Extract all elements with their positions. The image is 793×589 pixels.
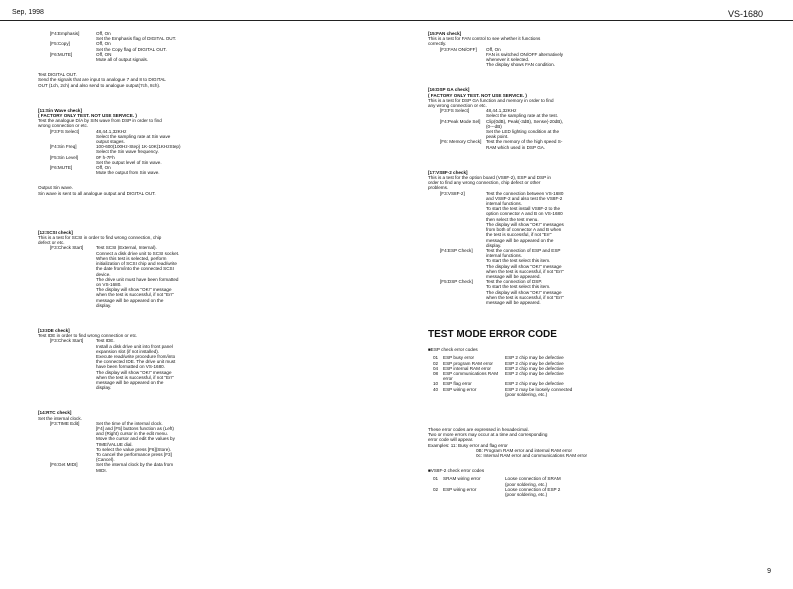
param-line: The drive unit must have been formatted	[96, 276, 179, 282]
param-line: (Cancel).	[96, 457, 115, 463]
param-row	[38, 338, 278, 390]
param-line: the date from/into the connected SCSI	[96, 266, 174, 272]
param-desc	[486, 47, 670, 68]
param-line: initialization of SCSI chip and read/write	[96, 261, 177, 267]
param-line: Test the connection between VS-1680	[486, 190, 564, 196]
param-line: Off, ON	[96, 51, 112, 57]
error-name: ESP program RAM error	[443, 360, 493, 366]
param-desc	[96, 421, 278, 463]
error-code: 01	[433, 355, 439, 361]
spacer	[38, 175, 278, 185]
param-line: TIME/VALUE dial.	[96, 441, 133, 447]
error-desc-line: ESP 2 may be loosely connected	[505, 386, 573, 392]
param-line: MIDI.	[96, 467, 107, 473]
error-desc-line: ESP 2 chip may be defective	[505, 370, 564, 376]
body-line: Output Sin wave.	[38, 185, 73, 191]
error-code: 04	[433, 365, 439, 371]
param-line: Test the memory of the high speed S-	[486, 139, 563, 145]
section-title: [15:FAN check]	[428, 31, 462, 36]
param-line: To cancel the performance press [F3]	[96, 451, 172, 457]
section-note: ( FACTORY ONLY TEST. NOT USE SERVICE. )	[38, 113, 137, 119]
param-line: Set the LED lighting condition at the	[486, 129, 560, 135]
spacer	[38, 62, 278, 72]
param-line: the test is successful, if not "Err"	[486, 232, 552, 238]
param-line: (0---dB)	[486, 123, 502, 129]
param-row	[38, 52, 278, 62]
param-row	[428, 119, 670, 140]
param-line: when the test is successful, if not "Err"	[96, 374, 174, 380]
error-name: ESP flag error	[443, 381, 472, 387]
param-desc	[96, 155, 278, 165]
error-note-line: 0B: Program RAM error and internal RAM error	[476, 447, 572, 453]
param-key: [F3:VS8F-2]	[440, 190, 465, 196]
section-title: [17:VS8F-2 check]	[428, 169, 468, 175]
header-model: VS-1680	[727, 9, 763, 19]
param-desc	[96, 41, 278, 51]
error-desc-line: Loose connection of SRAM	[505, 476, 561, 482]
param-row	[38, 155, 278, 165]
error-desc	[505, 476, 670, 486]
error-name: ESP wiring error	[443, 386, 477, 392]
body-line: problems.	[428, 185, 449, 191]
param-key: [F3:FS Select]	[50, 128, 80, 134]
page-number: 9	[767, 568, 771, 575]
section-title: [14:RTC check]	[38, 410, 72, 416]
param-line: when the test is successful, if not "Err"	[96, 292, 174, 298]
param-line: display.	[96, 302, 112, 308]
param-line: have been formatted on VS-1680.	[96, 364, 165, 370]
spacer	[38, 308, 278, 328]
param-line: device.	[96, 271, 111, 277]
section-note: ( FACTORY ONLY TEST. NOT USE SERVICE. )	[428, 92, 527, 98]
header-rule	[0, 20, 793, 21]
esp-error-heading: ■ESP check error codes	[428, 347, 478, 353]
spacer	[428, 150, 670, 170]
param-line: on VS-1680.	[96, 281, 122, 287]
param-line: Execute read/write procedure from/into	[96, 353, 176, 359]
param-row	[38, 462, 278, 472]
param-line: whenever it selected.	[486, 57, 530, 63]
param-line: when the test is successful, if not "Err"	[486, 294, 564, 300]
param-line: the connected IDE. The drive unit must	[96, 359, 176, 365]
param-line: To select the value press [F6](Store).	[96, 446, 172, 452]
error-note-line: These error codes are expressed in hexadecimal.	[428, 426, 529, 432]
right-column	[428, 31, 670, 497]
error-code: 40	[433, 386, 439, 392]
param-line: Test the connection of ESP and ESP	[486, 247, 561, 253]
body-line: This is a test for the option board (VS8F-2), ESP and DSP in	[428, 175, 551, 181]
param-key: [F4:Emphasis]	[50, 31, 80, 36]
error-code: 10	[433, 381, 439, 387]
param-line: message will be appeared.	[486, 273, 541, 279]
param-line: Test IDE.	[96, 338, 115, 344]
param-line: expansion slot (if not installed).	[96, 348, 160, 354]
error-note-line: error code will appear.	[428, 437, 474, 443]
param-row	[38, 129, 278, 145]
param-line: To start the test install VS8F-2 to the	[486, 206, 561, 212]
body-line: Test DIGITAL OUT.	[38, 72, 77, 78]
error-code-row	[428, 371, 670, 381]
error-name: SRAM wiring error	[443, 476, 481, 482]
param-desc	[486, 139, 670, 149]
param-line: To start the test select this item.	[486, 284, 551, 290]
error-name: ESP internal RAM error	[443, 365, 491, 371]
param-line: output stages.	[96, 139, 125, 145]
error-desc-line: ESP 2 chip may be defective	[505, 355, 564, 361]
param-key: [F5:Sin Level]	[50, 154, 79, 160]
error-name: ESP busy error	[443, 355, 475, 361]
param-line: 48,44.1,32KHz	[486, 108, 517, 114]
param-line: Off, On	[486, 46, 501, 52]
param-key: [F3:Check Start]	[50, 245, 84, 251]
error-code-row	[428, 487, 670, 497]
param-line: The display will show "OK!" message	[96, 287, 172, 293]
param-row	[428, 108, 670, 118]
error-code-row	[428, 387, 670, 397]
param-desc	[486, 279, 670, 305]
param-line: internal functions.	[486, 201, 523, 207]
param-key: [F4:Peak Mode Sel]	[440, 118, 481, 124]
param-desc	[96, 338, 278, 390]
param-line: message will be appeared.	[486, 299, 541, 305]
param-row	[38, 41, 278, 51]
spacer	[428, 67, 670, 87]
spacer	[428, 305, 670, 325]
param-line: Select the Sin wave frequency.	[96, 149, 159, 155]
param-line: Install a disk drive unit into front panel	[96, 343, 173, 349]
param-desc	[486, 108, 670, 118]
body-line: Test IDE in order to find wrong connection or etc.	[38, 333, 138, 339]
body-line: defect or etc.	[38, 240, 65, 246]
section-title: [16:DSP GA check]	[428, 87, 470, 93]
param-key: [F3:TIME Edit]	[50, 420, 80, 426]
param-desc	[96, 31, 278, 41]
param-key: [F6:MUTE]	[50, 165, 73, 171]
param-line: and (Right) cursor in the edit menu.	[96, 431, 169, 437]
body-line: Sin wave is sent to all analogue output and DIGITAL OUT.	[38, 190, 156, 196]
param-desc	[96, 165, 278, 175]
error-desc	[505, 387, 670, 397]
param-line: Test SCSI (External, Internal).	[96, 245, 157, 251]
body-line: Test the analogue D/A by SIN wave from DSP in order to find	[38, 118, 162, 124]
param-line: Set the Emphasis flag of DIGITAL OUT.	[96, 36, 177, 42]
param-line: The display will show "OK!" message	[96, 369, 172, 375]
param-line: RAM which used in DSP GA.	[486, 144, 546, 150]
param-line: [F4] and [F5] buttons function as (Left)	[96, 425, 174, 431]
param-line: Set the Copy flag of DIGITAL OUT.	[96, 46, 167, 52]
param-line: when the test is successful, if not "Err"	[486, 268, 564, 274]
spacer	[428, 417, 670, 427]
param-line: The display will show "OK!" messages	[486, 221, 564, 227]
param-desc	[486, 248, 670, 279]
error-name: ESP wiring error	[443, 486, 477, 492]
param-line: 48,44.1,32KHz	[96, 128, 127, 134]
param-line: peak point.	[486, 134, 509, 140]
param-row	[428, 191, 670, 248]
param-key: [F6: Memory Check]	[440, 139, 482, 145]
param-key: [F5:Copy]	[50, 41, 70, 47]
param-line: FAN is switched ON/OFF alternatively	[486, 51, 564, 57]
error-code: 02	[433, 360, 439, 366]
body-line: OUT (1ch, 2ch) and also send to analogue output(7ch, 8ch).	[38, 82, 161, 88]
param-key: [F5:DSP Check]	[440, 279, 473, 285]
error-desc-line: (poor soldering, etc.)	[505, 391, 548, 397]
error-desc-line: (poor soldering, etc.)	[505, 481, 548, 487]
body-line: Set the internal clock.	[38, 415, 82, 421]
body-line: correctly.	[428, 41, 447, 47]
error-code: 02	[433, 486, 439, 492]
error-name: ESP communications RAM error	[443, 370, 499, 382]
body-line: wrong connection or etc.	[38, 123, 89, 129]
param-line: The display will show "OK!" message	[486, 289, 562, 295]
param-row	[428, 248, 670, 279]
error-desc-line: ESP 2 chip may be defective	[505, 365, 564, 371]
param-line: then select the test menu.	[486, 216, 539, 222]
error-desc	[505, 371, 670, 381]
param-line: Mute all of output signals.	[96, 57, 149, 63]
param-line: The display shows FAN condition.	[486, 62, 555, 68]
left-column	[38, 31, 278, 473]
error-desc-line: (poor soldering, etc.)	[505, 492, 548, 497]
param-desc	[96, 52, 278, 62]
spacer	[38, 88, 278, 108]
param-desc	[96, 462, 278, 472]
param-row	[428, 279, 670, 305]
param-key: [F4:ESP Check]	[440, 247, 473, 253]
error-desc-line: ESP 2 chip may be defective	[505, 360, 564, 366]
param-line: Mute the output from Sin wave.	[96, 170, 160, 176]
param-desc	[96, 129, 278, 145]
error-code-title: TEST MODE ERROR CODE	[428, 329, 557, 341]
param-line: When this test is selected, perform	[96, 255, 167, 261]
param-desc	[96, 245, 278, 307]
spacer	[38, 196, 278, 230]
param-line: message will be appeared on the	[96, 297, 164, 303]
param-key: [F3:FAN ON/OFF]	[440, 46, 477, 52]
param-line: display.	[486, 242, 502, 248]
param-line: 0F h-7Fh	[96, 154, 115, 160]
section-title: [12:SCSI check]	[38, 229, 73, 235]
param-line: Set the output level of Sin wave.	[96, 159, 162, 165]
error-code: 01	[433, 476, 439, 482]
param-line: Connect a disk drive unit to SCSI socket.	[96, 250, 180, 256]
param-line: Clip(0dB), Peak(-3dB), Sense(-20dB),	[486, 118, 564, 124]
body-line: any wrong connection or etc.	[428, 103, 487, 109]
param-row	[38, 165, 278, 175]
param-line: display.	[96, 385, 112, 391]
param-line: option connector A and B on VS-1680	[486, 211, 563, 217]
header-date: Sep, 1998	[12, 9, 44, 16]
section-title: [13:IDE check]	[38, 327, 70, 333]
param-line: Off, On	[96, 41, 111, 47]
param-row	[38, 421, 278, 463]
param-desc	[96, 144, 278, 154]
param-desc	[486, 119, 670, 140]
vs8f-error-heading: ■VS8F-2 check error codes	[428, 468, 485, 474]
param-row	[38, 31, 278, 41]
body-line: Send the signals that are input to analogue 7 and 8 to DIGITAL	[38, 77, 166, 83]
error-note-line: 0c: Internal RAM error and communications RAM error	[476, 452, 588, 458]
param-line: Select the sampling rate at Sin wave	[96, 133, 171, 139]
param-line: The display will show "OK!" message	[486, 263, 562, 269]
section-title: [11:Sin Wave check]	[38, 107, 82, 113]
error-code-row	[428, 476, 670, 486]
param-line: Off, On	[96, 31, 111, 36]
param-line: Set the internal clock by the data from	[96, 462, 174, 468]
spacer	[428, 397, 670, 417]
param-line: from both of connector A and B when	[486, 227, 562, 233]
param-line: message will be appeared on the	[486, 237, 554, 243]
error-note-line: Examples: 11: Busy error and flag error	[428, 442, 508, 448]
error-desc-line: ESP 2 chip may be defective	[505, 381, 564, 387]
spacer	[38, 390, 278, 410]
body-line: This is a test for FAN control to see whether it functions	[428, 36, 541, 42]
param-row	[428, 47, 670, 68]
body-line: This is a test for SCSI in order to find wrong connection, chip	[38, 235, 162, 241]
param-line: 100-600(100Hz-Step) 1K-10K(1KHzStep)	[96, 144, 181, 150]
param-line: Test the connection of DSP.	[486, 279, 543, 285]
param-row	[38, 144, 278, 154]
error-desc	[505, 487, 670, 497]
param-row	[428, 139, 670, 149]
param-line: Select the sampling rate at the test.	[486, 113, 559, 119]
param-key: [F3:Check Start]	[50, 338, 84, 344]
body-line: This is a test for DSP GA function and memory in order to find	[428, 97, 554, 103]
param-line: Set the time of the internal clock.	[96, 420, 163, 426]
param-row	[38, 245, 278, 307]
error-desc-line: Loose connection of ESP 2	[505, 486, 561, 492]
param-line: Off, On	[96, 165, 111, 171]
error-code: 08	[433, 370, 439, 376]
param-line: message will be appeared on the	[96, 379, 164, 385]
param-line: Move the cursor and edit the values by	[96, 436, 175, 442]
param-line: To start the test select this item.	[486, 258, 551, 264]
param-key: [F6:Get MIDI]	[50, 462, 78, 468]
param-desc	[486, 191, 670, 248]
body-line: order to find any wrong connection, chip defect or other	[428, 180, 541, 186]
error-note-line: Two or more errors may occur at a time and corresponding	[428, 432, 548, 438]
param-key: [F6:MUTE]	[50, 51, 73, 57]
param-line: internal functions.	[486, 253, 523, 259]
param-line: and VS8F-2 and also test the VS8F-2	[486, 195, 563, 201]
param-key: [F3:FS Select]	[440, 108, 470, 114]
param-key: [F4:Sin Freq]	[50, 144, 77, 150]
spacer	[428, 458, 670, 468]
